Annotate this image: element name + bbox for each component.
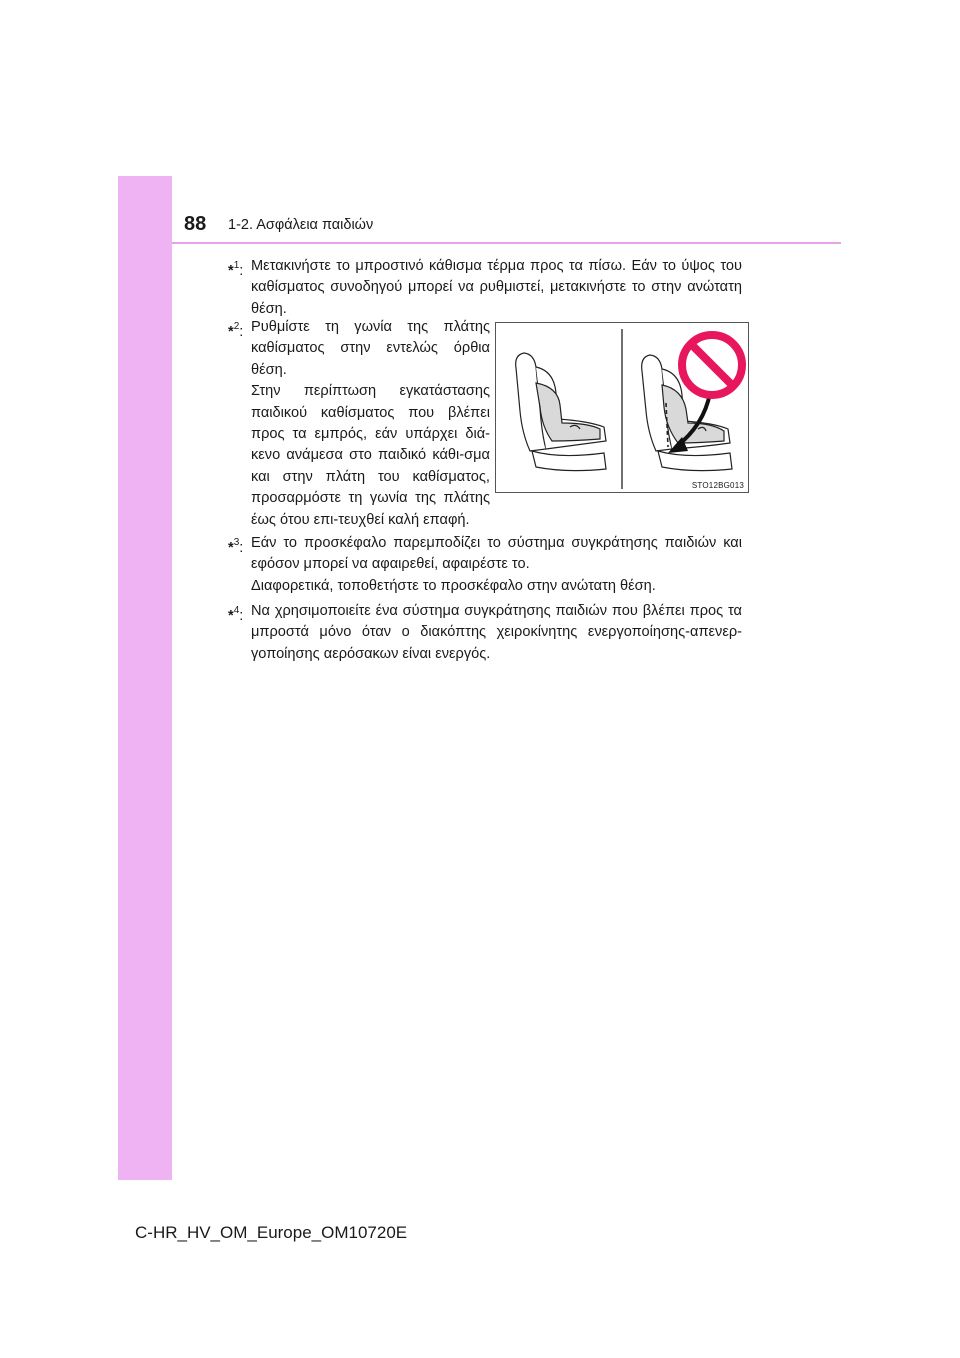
asterisk: *: [228, 607, 234, 624]
section-sidebar-band: [118, 176, 172, 1180]
document-id: C-HR_HV_OM_Europe_OM10720E: [135, 1223, 408, 1242]
note-body: [251, 601, 742, 665]
note-number: 1: [233, 260, 240, 271]
note-text: Εάν το προσκέφαλο παρεμποδίζει το σύστημα συγκράτησης παιδιών και εφόσον μπορεί να αφαιρεθεί, αφαιρέστε το.: [251, 535, 742, 573]
note-text: Μετακινήστε το μπροστινό κάθισμα τέρμα προς τα πίσω. Εάν το ύψος του καθίσματος συνοδηγού μπορεί να ρυθμιστεί, μετακινήστε το στην ανώτατη θέση.: [251, 258, 742, 317]
note-body: [251, 317, 490, 531]
note-2: [228, 317, 490, 531]
header-divider: [172, 242, 841, 244]
note-3: [228, 533, 742, 597]
note-body: [251, 533, 742, 597]
note-4: [228, 601, 742, 665]
seat-illustration-svg: [496, 323, 748, 492]
note-number: 3: [233, 537, 240, 548]
note-text: Να χρησιμοποιείτε ένα σύστημα συγκράτησης παιδιών που βλέπει προς τα μπροστά μόνο όταν ο διακόπτης χειροκίνητης ενεργοποίησης-απενερ-γοποίησης αερόσακων είναι ενεργός.: [251, 603, 742, 662]
asterisk: *: [228, 323, 234, 340]
prohibition-icon: [682, 335, 742, 395]
note-marker: *$^4$:: [228, 605, 244, 624]
note-body: [251, 256, 742, 320]
note-text: Ρυθμίστε τη γωνία της πλάτης καθίσματος στην εντελώς όρθια θέση.: [251, 319, 490, 378]
asterisk: *: [228, 539, 234, 556]
note-marker: *$^2$:: [228, 321, 244, 340]
note-text: Στην περίπτωση εγκατάστασης παιδικού καθίσματος που βλέπει προς τα εμπρός, εάν υπάρχει διά-κενο ανάμεσα στο παιδικό κάθι-σμα και στην πλάτη του καθίσματος, προσαρμόστε τη γωνία της πλάτης έως ότου επι-τευχθεί καλή επαφή.: [251, 383, 490, 528]
note-marker: *$^3$:: [228, 537, 244, 556]
note-number: 2: [233, 321, 240, 332]
seat-correct-icon: [516, 353, 606, 471]
note-text: Διαφορετικά, τοποθετήστε το προσκέφαλο στην ανώτατη θέση.: [251, 577, 656, 594]
figure-code: STO12BG013: [691, 481, 744, 490]
page-number: 88: [184, 213, 207, 235]
note-marker: *$^1$:: [228, 260, 244, 279]
note-1: [228, 256, 742, 320]
note-number: 4: [233, 605, 240, 616]
asterisk: *: [228, 262, 234, 279]
seat-illustration: [495, 322, 749, 493]
section-title: 1-2. Ασφάλεια παιδιών: [228, 217, 374, 233]
